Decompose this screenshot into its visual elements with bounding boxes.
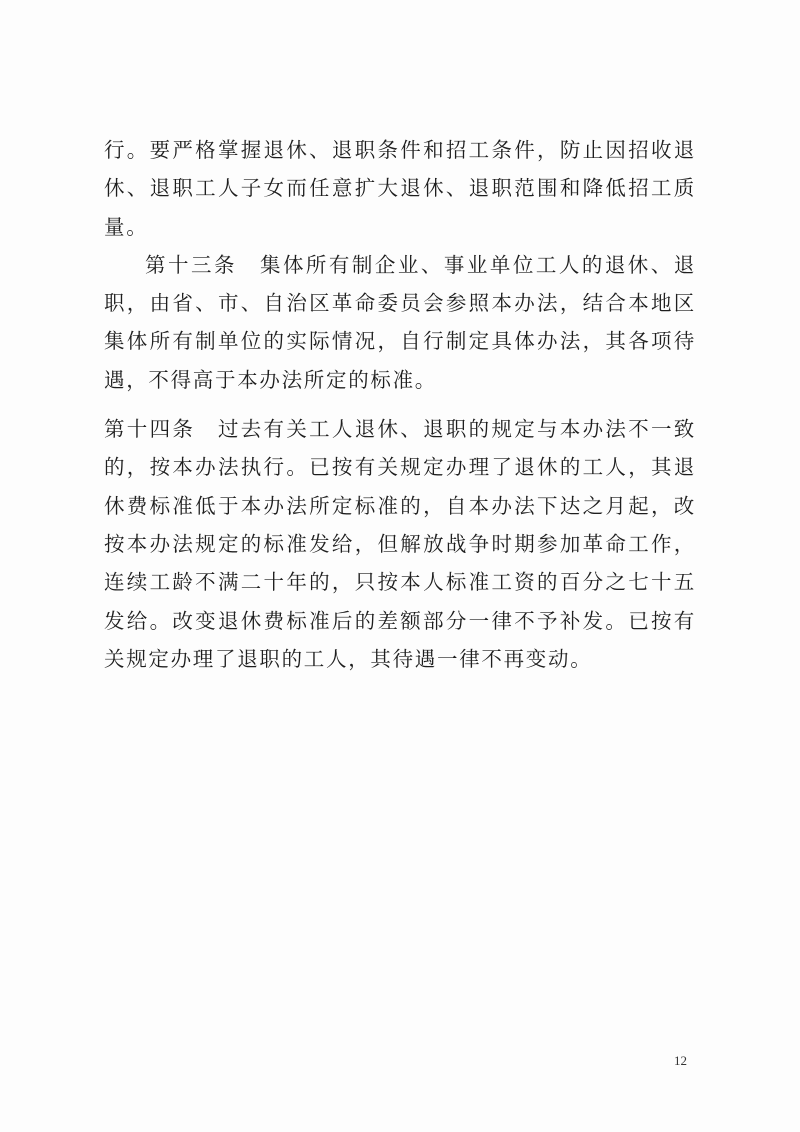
page-number: 12 xyxy=(674,1053,687,1068)
paragraph-article-14: 第十四条 过去有关工人退休、退职的规定与本办法不一致的，按本办法执行。已按有关规定办理了退休的工人，其退休费标准低于本办法所定标准的，自本办法下达之月起，改按本办法规定的标准发给，但解放战争时期参加革命工作，连续工龄不满二十年的，只按本人标准工资的百分之七十五发给。改变退休费标准后的差额部分一律不予补发。已按有关规定办理了退职的工人，其待遇一律不再变动。 xyxy=(104,417,696,671)
paragraph-continuation: 行。要严格掌握退休、退职条件和招工条件，防止因招收退休、退职工人子女而任意扩大退休、退职范围和降低招工质量。 xyxy=(104,138,696,239)
document-body xyxy=(104,131,696,678)
paragraph-article-13: 第十三条 集体所有制企业、事业单位工人的退休、退职，由省、市、自治区革命委员会参照本办法，结合本地区集体所有制单位的实际情况，自行制定具体办法，其各项待遇，不得高于本办法所定的标准。 xyxy=(104,252,696,392)
